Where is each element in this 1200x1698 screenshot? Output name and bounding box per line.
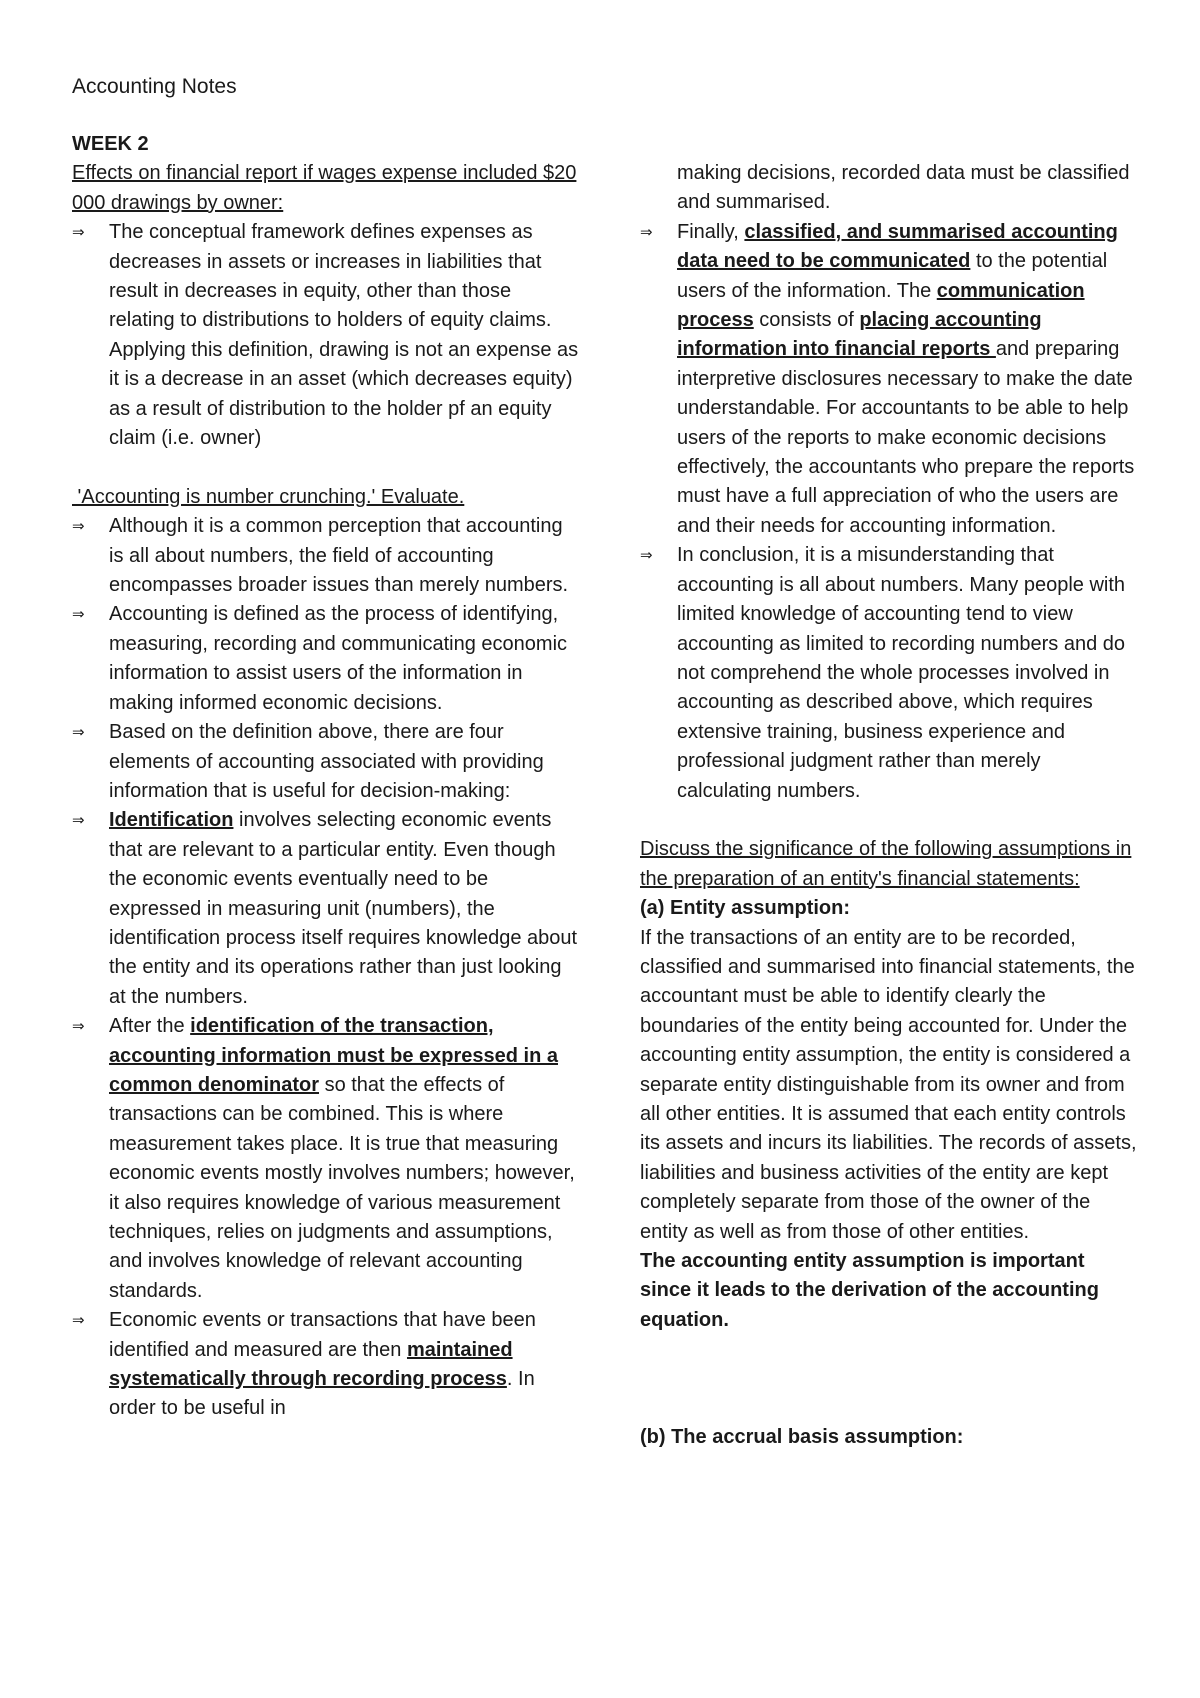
paragraph-entity-assumption: If the transactions of an entity are to be recorded, classified and summarised into financial statements, the accountant must be able to identify clearly the boundaries of the entity being accounted for. Under the accounting entity assumption, the entity is considered a separate entity distinguishable from its owner and from all other entities. It is assumed that each entity controls its assets and incurs its liabilities. The records of assets, liabilities and business activities of the entity are kept completely separate from those of the owner of the entity as well as from those of other entities. bbox=[640, 926, 1137, 1243]
right-column bbox=[640, 159, 1140, 1453]
bullet-text: Economic events or transactions that have been identified and measured are then bbox=[109, 1309, 536, 1361]
bullet-common-perception bbox=[72, 512, 582, 600]
bold-term: maintained systematically through recording process bbox=[109, 1338, 513, 1391]
bullet-text: Accounting is defined as the process of identifying, measuring, recording and communicating economic information to assist users of the information in making informed economic decisions. bbox=[109, 603, 568, 714]
bullet-text: involves selecting economic events that are relevant to a particular entity. Even though the economic events eventually need to be expressed in measuring unit (numbers), the identification process itself requires knowledge about the entity and its operations rather than just looking at the numbers. bbox=[109, 809, 578, 1008]
bold-term: classified, and summarised accounting data need to be communicated bbox=[677, 220, 1118, 273]
bullet-accounting-definition bbox=[72, 600, 582, 718]
bullet-text: . In order to be useful in bbox=[109, 1368, 535, 1420]
arrow-bullet-icon: ⇒ bbox=[72, 223, 85, 242]
week-heading: WEEK 2 bbox=[72, 133, 149, 155]
arrow-bullet-icon: ⇒ bbox=[72, 811, 85, 830]
bullet-text: and preparing interpretive disclosures necessary to make the date understandable. For accountants to be able to help users of the reports to make economic decisions effectively, the accountants who prepare the reports must have a full appreciation of who the users are and their needs for accounting information. bbox=[677, 338, 1135, 537]
subheading-entity-assumption: (a) Entity assumption: bbox=[640, 897, 851, 920]
left-column bbox=[72, 130, 582, 1424]
bold-statement-entity: The accounting entity assumption is important since it leads to the derivation of the accounting equation. bbox=[640, 1250, 1099, 1331]
arrow-bullet-icon: ⇒ bbox=[640, 222, 653, 241]
page-header: Accounting Notes bbox=[72, 75, 237, 98]
arrow-bullet-icon: ⇒ bbox=[640, 546, 653, 565]
question-number-crunching: 'Accounting is number crunching.' Evaluate. bbox=[72, 485, 465, 508]
bullet-text: Based on the definition above, there are four elements of accounting associated with providing information that is useful for decision-making: bbox=[109, 721, 544, 802]
bold-term: Identification bbox=[109, 809, 234, 832]
bullet-text: consists of bbox=[753, 309, 860, 332]
bullet-text: Although it is a common perception that accounting is all about numbers, the field of accounting encompasses broader issues than merely numbers. bbox=[109, 515, 569, 597]
arrow-bullet-icon: ⇒ bbox=[72, 1017, 85, 1036]
bullet-text: Finally, bbox=[677, 220, 745, 243]
subheading-accrual-assumption: (b) The accrual basis assumption: bbox=[640, 1426, 964, 1449]
arrow-bullet-icon: ⇒ bbox=[72, 605, 85, 624]
bullet-text: so that the effects of transactions can be combined. This is where measurement takes place. It is true that measuring economic events mostly involves numbers; however, it also requires knowledge of various measurement techniques, relies on judgments and assumptions, and involves knowledge of relevant accounting standards. bbox=[109, 1073, 575, 1302]
continued-text: making decisions, recorded data must be classified and summarised. bbox=[677, 162, 1130, 214]
bold-term: identification of the transaction, accounting information must be expressed in a common denominator bbox=[109, 1015, 558, 1096]
bullet-text: In conclusion, it is a misunderstanding that accounting is all about numbers. Many people with limited knowledge of accounting tend to view accounting as limited to recording numbers and do not comprehend the whole processes involved in accounting as described above, which requires extensive training, business experience and professional judgment rather than merely calculating numbers. bbox=[677, 544, 1126, 802]
bold-term: communication process bbox=[677, 279, 1085, 332]
bullet-conclusion bbox=[640, 541, 1140, 806]
bullet-four-elements bbox=[72, 718, 582, 806]
arrow-bullet-icon: ⇒ bbox=[72, 517, 85, 536]
bold-term: placing accounting information into financial reports bbox=[677, 309, 1042, 361]
question-assumptions: Discuss the significance of the following assumptions in the preparation of an entity's financial statements: bbox=[640, 838, 1132, 890]
question-wages-expense: Effects on financial report if wages expense included $20 000 drawings by owner: bbox=[72, 162, 577, 214]
bullet-text: After the bbox=[109, 1015, 191, 1038]
bullet-text: The conceptual framework defines expenses as decreases in assets or increases in liabilities that result in decreases in equity, other than those relating to distributions to holders of equity claims. Applying this definition, drawing is not an expense as it is a decrease in an asset (which decreases equity) as a result of distribution to the holder pf an equity claim (i.e. owner) bbox=[109, 221, 579, 450]
bullet-text: to the potential users of the information. The bbox=[677, 250, 1108, 302]
arrow-bullet-icon: ⇒ bbox=[72, 723, 85, 742]
bullet-recording bbox=[72, 1306, 582, 1424]
bullet-identification bbox=[72, 806, 582, 1012]
bullet-measurement bbox=[72, 1012, 582, 1306]
bullet-communication bbox=[640, 218, 1140, 541]
arrow-bullet-icon: ⇒ bbox=[72, 1311, 85, 1330]
bullet-conceptual-framework bbox=[72, 218, 582, 453]
